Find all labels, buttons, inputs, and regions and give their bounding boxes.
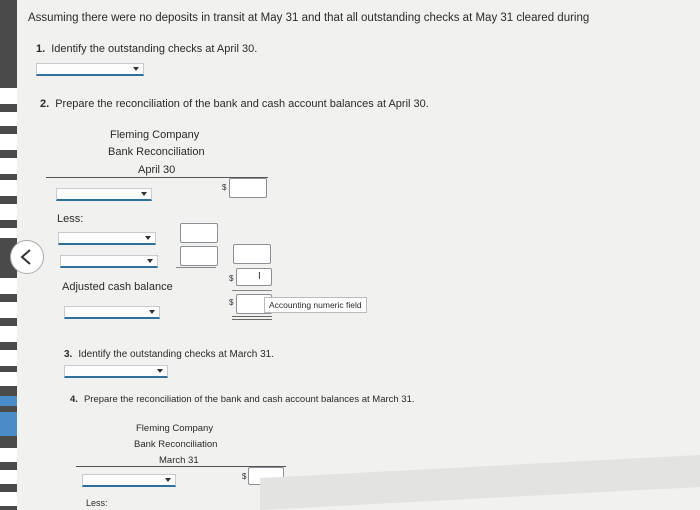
q2-less-dropdown-1[interactable]: [58, 232, 156, 245]
dollar-sign: $: [229, 298, 234, 307]
q4-date: March 31: [159, 455, 199, 466]
q4-text: Prepare the reconciliation of the bank and cash account balances at March 31.: [83, 394, 415, 405]
q2-less-total[interactable]: [233, 244, 271, 264]
q1-heading: [36, 43, 257, 55]
q2-less-dropdown-2[interactable]: [60, 255, 158, 268]
q2-less-label: Less:: [57, 213, 84, 225]
chevron-down-icon: [145, 236, 151, 240]
q1-checks-dropdown[interactable]: [36, 63, 144, 76]
q2-adjusted-input[interactable]: [236, 268, 272, 286]
q4-number: 4.: [70, 394, 78, 405]
chevron-down-icon: [147, 259, 153, 263]
text-cursor-icon: I: [258, 271, 261, 282]
chevron-down-icon: [157, 369, 163, 373]
intro-text: Assuming there were no deposits in transit at May 31 and that all outstanding checks at May 31 cleared during: [28, 12, 590, 24]
dollar-sign: $: [242, 472, 247, 481]
q1-number: 1.: [36, 43, 46, 55]
q4-heading: [70, 394, 415, 405]
chevron-left-icon: [11, 241, 43, 273]
q2-heading: [40, 98, 429, 110]
q2-date: April 30: [138, 164, 176, 176]
q2-subtotal-rule: [176, 267, 216, 268]
dollar-sign: $: [229, 274, 234, 283]
bottom-edge: [260, 455, 700, 510]
q4-less-label: Less:: [86, 498, 108, 508]
tooltip: Accounting numeric field: [264, 297, 367, 313]
dollar-sign: $: [222, 183, 227, 192]
q2-text: Prepare the reconciliation of the bank and cash account balances at April 30.: [55, 98, 429, 110]
q2-double-rule-2: [232, 319, 272, 320]
q4-company: Fleming Company: [136, 423, 214, 434]
chevron-down-icon: [165, 478, 171, 482]
q2-company: Fleming Company: [110, 129, 200, 141]
q2-adjusted-dropdown[interactable]: [64, 306, 160, 319]
q2-title: Bank Reconciliation: [108, 146, 205, 158]
q2-less-amount-2[interactable]: [180, 246, 218, 266]
q2-adjusted-rule: [232, 290, 272, 291]
q1-text: Identify the outstanding checks at April 30.: [51, 43, 258, 55]
back-button[interactable]: [10, 240, 44, 274]
q4-balance-dropdown[interactable]: [82, 474, 176, 487]
q4-title: Bank Reconciliation: [134, 439, 218, 450]
q3-text: Identify the outstanding checks at March 31.: [78, 349, 275, 360]
chevron-down-icon: [141, 192, 147, 196]
q2-number: 2.: [40, 98, 50, 110]
q2-adjusted-label: Adjusted cash balance: [62, 281, 173, 293]
q2-balance-dropdown[interactable]: [56, 188, 152, 201]
q2-less-amount-1[interactable]: [180, 223, 218, 243]
q2-double-rule-1: [232, 316, 272, 317]
q3-heading: [64, 349, 274, 360]
q3-number: 3.: [64, 349, 73, 360]
q3-checks-dropdown[interactable]: [64, 365, 168, 378]
chevron-down-icon: [149, 310, 155, 314]
q2-balance-input[interactable]: [229, 178, 267, 198]
chevron-down-icon: [133, 67, 139, 71]
